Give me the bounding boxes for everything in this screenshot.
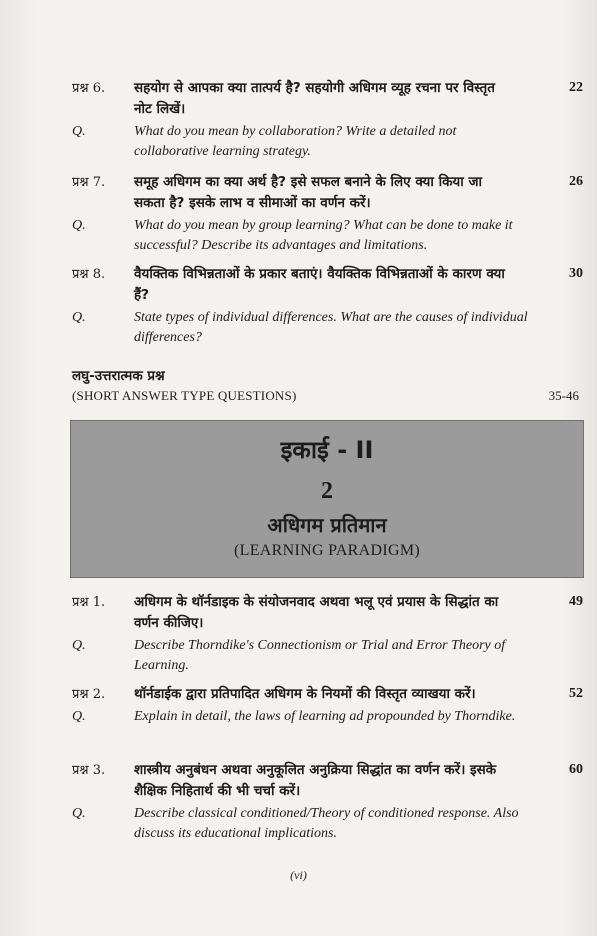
hindi-question: सहयोग से आपका क्या तात्पर्य है? सहयोगी अधिगम व्यूह रचना पर विस्तृत नोट लिखें। xyxy=(134,80,495,117)
page-number: 60 xyxy=(569,762,583,777)
page-number: 22 xyxy=(569,80,583,95)
hindi-label: प्रश्न 2. xyxy=(72,687,106,702)
unit-name-hindi: अधिगम प्रतिमान xyxy=(267,513,387,537)
english-question: What do you mean by collaboration? Write a detailed not collaborative learning strategy. xyxy=(134,124,457,159)
page-footer-number: (vi) xyxy=(290,868,307,882)
short-answer-heading-english: (SHORT ANSWER TYPE QUESTIONS) xyxy=(72,388,297,403)
english-label: Q. xyxy=(72,806,86,821)
unit-name-english: (LEARNING PARADIGM) xyxy=(234,542,420,559)
toc-entry-q7 xyxy=(72,172,582,256)
unit-number: 2 xyxy=(321,478,333,504)
english-question: What do you mean by group learning? What can be done to make it successful? Describe its advantages and limitations. xyxy=(134,218,513,253)
english-label: Q. xyxy=(72,218,86,233)
english-question: Describe classical conditioned/Theory of conditioned response. Also discuss its educational implications. xyxy=(134,806,519,841)
unit-banner xyxy=(70,420,584,578)
hindi-label: प्रश्न 7. xyxy=(72,175,106,190)
toc-entry-q2 xyxy=(72,684,582,727)
hindi-label: प्रश्न 8. xyxy=(72,267,106,282)
hindi-question: अधिगम के थॉर्नडाइक के संयोजनवाद अथवा भलू एवं प्रयास के सिद्धांत का वर्णन कीजिए। xyxy=(134,594,499,631)
toc-entry-q1 xyxy=(72,592,582,676)
page-number: 52 xyxy=(569,686,583,701)
english-question: Explain in detail, the laws of learning ad propounded by Thorndike. xyxy=(134,709,516,724)
english-question: Describe Thorndike's Connectionism or Trial and Error Theory of Learning. xyxy=(134,638,506,673)
toc-entry-q8 xyxy=(72,264,582,348)
hindi-question: शास्त्रीय अनुबंधन अथवा अनुकूलित अनुक्रिया सिद्धांत का वर्णन करें। इसके शैक्षिक निहितार्थ की भी चर्चा करें। xyxy=(134,762,497,799)
english-label: Q. xyxy=(72,709,86,724)
short-answer-heading-hindi: लघु-उत्तरात्मक प्रश्न xyxy=(72,368,165,384)
page-number: 26 xyxy=(569,174,583,189)
short-answer-pages: 35-46 xyxy=(548,388,579,403)
hindi-question: समूह अधिगम का क्या अर्थ है? इसे सफल बनाने के लिए क्या किया जा सकता है? इसके लाभ व सीमाओं का वर्णन करें। xyxy=(134,174,482,211)
english-label: Q. xyxy=(72,124,86,139)
hindi-label: प्रश्न 6. xyxy=(72,81,106,96)
hindi-question: थॉर्नडाईक द्वारा प्रतिपादित अधिगम के नियमों की विस्तृत व्याखया करें। xyxy=(134,686,476,702)
english-question: State types of individual differences. What are the causes of individual differences? xyxy=(134,310,528,345)
page-number: 30 xyxy=(569,266,583,281)
unit-title: इकाई - II xyxy=(280,436,374,464)
toc-entry-q6 xyxy=(72,78,582,162)
hindi-question: वैयक्तिक विभिन्नताओं के प्रकार बताएं। वैयक्तिक विभिन्नताओं के कारण क्या हैं? xyxy=(134,266,505,303)
page-number: 49 xyxy=(569,594,583,609)
english-label: Q. xyxy=(72,310,86,325)
english-label: Q. xyxy=(72,638,86,653)
hindi-label: प्रश्न 1. xyxy=(72,595,106,610)
hindi-label: प्रश्न 3. xyxy=(72,763,106,778)
toc-entry-q3 xyxy=(72,760,582,844)
